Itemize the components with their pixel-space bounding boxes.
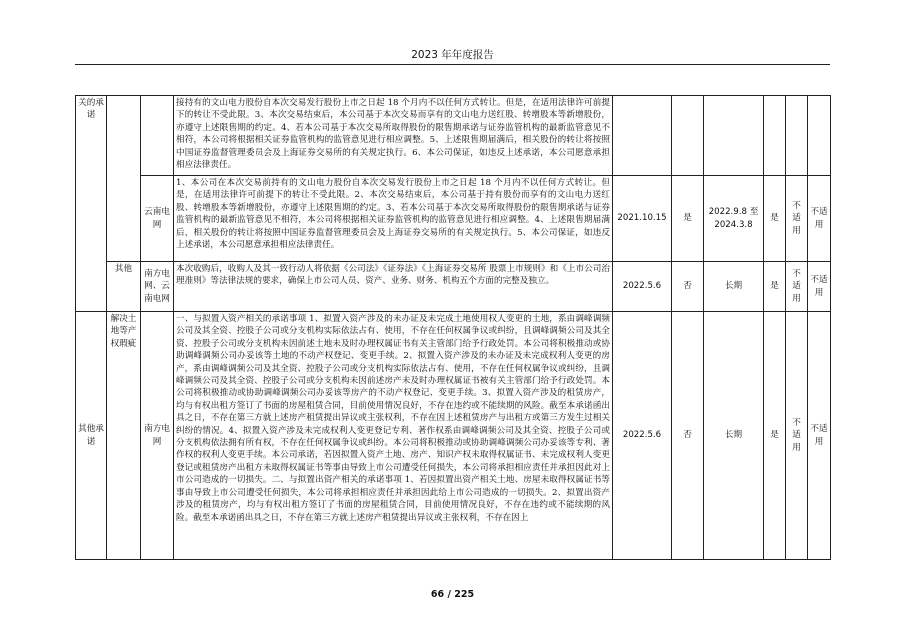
commitment-content: 一、与拟置入资产相关的承诺事项 1、拟置入资产涉及的未办证及未完成土地使用权人变更的土地，系由调峰调频公司及其全资、控股子公司或分支机构实际依法占有、使用，不存在任何权属争议或纠纷，且调峰调频公司及其全资、控股子公司或分支机构未因前述土地未及时办理权属证书有关主管部门给予行政处罚。本公司将积极推动或协助调峰调频公司办妥该等土地的不动产权登记、变更手续。2、拟置入资产涉及的未办证及未完成权利人变更的房产，系由调峰调频公司及其全资、控股子公司或分支机构实际依法占有、使用，不存在任何权属争议或纠纷，且调峰调频公司及其全资、控股子公司或分支机构未因前述房产未及时办理权属证书被有关主管部门给予行政处罚。本公司将积极推动或协助调峰调频公司办妥该等房产的不动产权登记、变更手续。3、拟置入资产涉及的租赁房产，均与有权出租方签订了书面的房屋租赁合同，目前使用情况良好，不存在违约或不能续期的风险。截至本承诺函出具之日，不存在第三方就上述房产租赁提出异议或主张权利，不存在因上述租赁房产与出租方或第三方发生过相关纠纷的情况。4、拟置入资产涉及未完成权利人变更登记专利、著作权系由调峰调频公司及其全资、控股子公司或分支机构依法拥有所有权，不存在任何权属争议或纠纷。本公司将积极推动或协助调峰调频公司办妥该等专利、著作权的权利人变更手续。本公司承诺，若因拟置入资产土地、房产、知识产权未取得权属证书、未完成权利人变更登记或租赁房产出租方未取得权属证书等事由导致上市公司遭受任何损失，本公司将承担相应责任并承担因此对上市公司造成的一切损失。二、与拟置出资产相关的承诺事项 1、若因拟置出资产相关土地、房屋未取得权属证书等事由导致上市公司遭受任何损失，本公司将承担相应责任并承担因此给上市公司造成的一切损失。2、拟置出资产涉及的租赁房产，均与有权出租方签订了书面的房屋租赁合同，目前使用情况良好，不存在违约或不能续期的风险。截至本承诺函出具之日，不存在第三方就上述房产租赁提出异议或主张权利，不存在因上 [174,312,613,560]
commitment-time: 2022.5.6 [613,312,672,560]
has-deadline: 否 [672,262,704,312]
page-header: 2023 年年度报告 [411,49,494,61]
has-deadline: 否 [672,312,704,560]
next-plan [808,96,831,176]
strictly-fulfilled: 是 [764,176,786,262]
commitment-term: 2022.9.8 至 2024.3.8 [704,176,764,262]
has-deadline: 是 [672,176,704,262]
next-plan: 不适用 [808,262,831,312]
commitment-category: 其他承诺 [76,312,107,560]
commitment-term: 长期 [704,262,764,312]
commitment-content: 本次收购后，收购人及其一致行动人将依据《公司法》《证券法》《上海证券交易所 股票上市规则》和《上市公司治理准则》等法律法规的要求，确保上市公司人员、资产、业务、财务、机构五个方面的完整及独立。 [174,262,613,312]
page-number: 66 / 225 [430,589,475,600]
unfulfilled-reason: 不适用 [786,262,808,312]
table-row [76,262,831,312]
commitments-table [75,95,831,560]
commitment-time: 2022.5.6 [613,262,672,312]
commitment-category: 关的承诺 [76,96,107,312]
has-deadline [672,96,704,176]
unfulfilled-reason: 不适用 [786,176,808,262]
commitment-party: 云南电网 [141,176,174,262]
header-divider [75,64,830,65]
commitment-party: 南方电网、云南电网 [141,262,174,312]
commitment-time: 2021.10.15 [613,176,672,262]
commitment-party [141,96,174,176]
commitment-type: 其他 [107,262,141,312]
commitment-type [107,96,141,262]
unfulfilled-reason: 不适用 [786,312,808,560]
commitment-party: 南方电网 [141,312,174,560]
strictly-fulfilled: 是 [764,312,786,560]
commitment-content: 1、本公司在本次交易前持有的文山电力股份自本次交易发行股份上市之日起 18 个月内不以任何方式转让。但是，在适用法律许可前提下的转让不受此限。2、本次交易结束后，本公司基于持有股份而享有的文山电力送红股、转增股本等新增股份，亦遵守上述限售期的约定。3、若本公司基于本次交易所取得股份的限售期承诺与证券监管机构的最新监管意见不相符，本公司将根据相关证券监管机构的监管意见进行相应调整。4、上述限售期届满后，相关股份的转让将按照中国证券监督管理委员会及上海证券交易所的有关规定执行。5、本公司保证，如违反上述承诺，本公司愿意承担相应法律责任。 [174,176,613,262]
strictly-fulfilled [764,96,786,176]
next-plan: 不适用 [808,176,831,262]
commitment-type: 解决土地等产权瑕疵 [107,312,141,560]
unfulfilled-reason [786,96,808,176]
table-row [76,312,831,560]
strictly-fulfilled: 是 [764,262,786,312]
table-row [76,96,831,176]
commitment-content: 接持有的文山电力股份自本次交易发行股份上市之日起 18 个月内不以任何方式转让。但是，在适用法律许可前提下的转让不受此限。3、本次交易结束后，本公司基于本次交易而享有的文山电力送红股、转增股本等新增股份，亦遵守上述限售期的约定。4、若本公司基于本次交易所取得股份的限售期承诺与证券监管机构的最新监管意见不相符，本公司将根据相关证券监管机构的监管意见进行相应调整。5、上述限售期届满后，相关股份的转让将按照中国证券监督管理委员会及上海证券交易所的有关规定执行。6、本公司保证，如违反上述承诺，本公司愿意承担相应法律责任。 [174,96,613,176]
commitment-term [704,96,764,176]
table-row [76,176,831,262]
commitment-time [613,96,672,176]
next-plan: 不适用 [808,312,831,560]
commitment-term: 长期 [704,312,764,560]
